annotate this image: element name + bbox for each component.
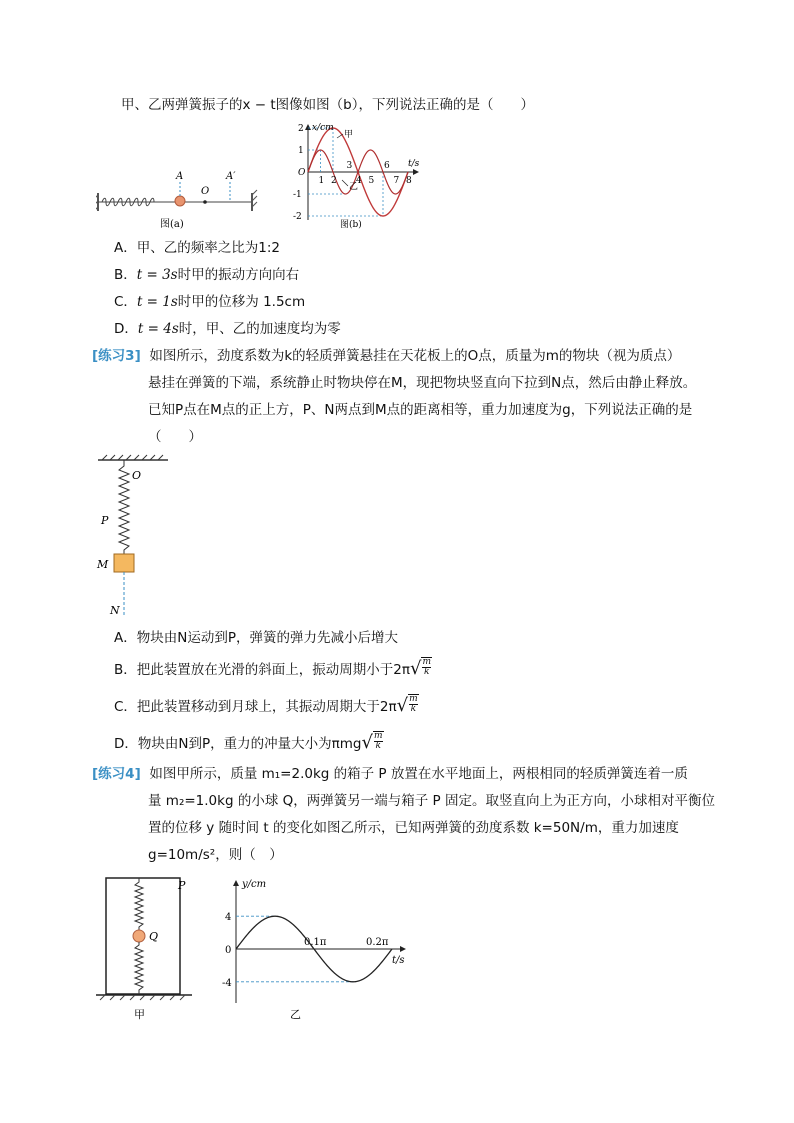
xtick-6: 6: [384, 161, 390, 171]
option-A[interactable]: A．甲、乙的频率之比为1:2: [114, 240, 280, 256]
ex4-line3: 置的位移 y 随时间 t 的变化如图乙所示，已知两弹簧的劲度系数 k=50N/m，重力加速度: [148, 820, 679, 836]
figure-b-chart: [288, 120, 423, 230]
ytick-4: 4: [225, 912, 232, 923]
ex3-line3: 已知P点在M点的正上方，P、N两点到M点的距离相等，重力加速度为g，下列说法正确的是: [148, 402, 693, 418]
ylabel-yi: y/cm: [242, 879, 267, 890]
ex4-line1: [练习4] 如图甲所示，质量 m₁=2.0kg 的箱子 P 放置在水平地面上，两根相同的轻质弹簧连着一质: [92, 766, 688, 782]
ex3-line4: （ ）: [148, 429, 202, 445]
ytick--1: -1: [293, 190, 302, 200]
ex3-line2: 悬挂在弹簧的下端，系统静止时物块停在M，现把物块竖直向下拉到N点，然后由静止释放。: [148, 375, 697, 391]
ex3-tag: [练习3]: [92, 348, 141, 364]
label-P: P: [101, 514, 109, 527]
label-M: M: [97, 558, 109, 571]
xlabel-yi: t/s: [392, 955, 405, 966]
xlabel-b: t/s: [408, 159, 420, 169]
block-M: [114, 554, 134, 572]
ex4-line4: g=10m/s²，则（ ）: [148, 847, 283, 863]
series-jia-label: 甲: [344, 130, 354, 140]
question-stem: 甲、乙两弹簧振子的x − t图像如图（b），下列说法正确的是（ ）: [121, 97, 534, 113]
ytick--2: -2: [293, 212, 302, 222]
label-P-box: P: [178, 879, 186, 892]
xtick-2: 2: [331, 176, 337, 186]
label-O: O: [132, 469, 142, 482]
ylabel-b: x/cm: [312, 123, 334, 133]
ex4-tag: [练习4]: [92, 766, 141, 782]
caption-a: 图(a): [160, 219, 184, 230]
ex3-option-D[interactable]: D．物块由N到P，重力的冲量大小为πmg √ $\frac{m}{k}$: [114, 731, 383, 753]
option-B[interactable]: B．t = 3s时甲的振动方向向右: [114, 267, 300, 283]
figure-a: [96, 165, 266, 235]
caption-b: 图(b): [340, 220, 362, 230]
ytick-2: 2: [298, 124, 304, 134]
oscillator-ball: [175, 196, 185, 206]
ytick-0: 0: [225, 945, 232, 956]
xtick-0.2pi: 0.2π: [366, 937, 389, 948]
ex3-line1: [练习3] 如图所示，劲度系数为k的轻质弹簧悬挂在天花板上的O点，质量为m的物块（视为质点）: [92, 348, 681, 364]
ex3-option-A[interactable]: A．物块由N运动到P，弹簧的弹力先减小后增大: [114, 630, 398, 646]
ex3-option-C[interactable]: C．把此装置移动到月球上，其振动周期大于2π √ $\frac{m}{k}$: [114, 694, 418, 716]
label-A-prime: A′: [226, 171, 236, 182]
label-Q-ball: Q: [149, 930, 159, 943]
ex3-option-B[interactable]: B．把此装置放在光滑的斜面上，振动周期小于2π √ $\frac{m}{k}$: [114, 657, 432, 679]
caption-yi: 乙: [290, 1008, 301, 1021]
ytick-neg4: -4: [222, 978, 232, 989]
caption-jia: 甲: [134, 1008, 145, 1021]
xtick-0.1pi: 0.1π: [304, 937, 327, 948]
figure-yi-chart: [220, 875, 410, 1023]
xtick-1: 1: [318, 176, 325, 186]
series-yi-label: 乙: [349, 182, 359, 192]
option-C[interactable]: C．t = 1s时甲的位移为 1.5cm: [114, 294, 306, 310]
sqrt-m-over-k: √ $\frac{m}{k}$: [361, 731, 383, 753]
ex4-line2: 量 m₂=1.0kg 的小球 Q，两弹簧另一端与箱子 P 固定。取竖直向上为正方向，小球相对平衡位: [148, 793, 715, 809]
xtick-8: 8: [406, 176, 412, 186]
sqrt-m-over-k: √ $\frac{m}{k}$: [409, 657, 432, 679]
label-N: N: [110, 604, 120, 617]
xtick-7: 7: [393, 176, 400, 186]
sqrt-m-over-k: √ $\frac{m}{k}$: [396, 694, 418, 716]
option-D[interactable]: D．t = 4s时，甲、乙的加速度均为零: [114, 321, 341, 337]
ytick-1: 1: [298, 146, 304, 156]
label-A: A: [176, 171, 184, 182]
xtick-3: 3: [346, 161, 353, 171]
figure-vertical-spring: [92, 452, 182, 620]
origin-b: O: [298, 168, 306, 178]
figure-jia-box: [96, 875, 201, 1023]
xtick-4: 4: [356, 176, 362, 186]
label-O: O: [201, 186, 210, 197]
xtick-5: 5: [368, 176, 375, 186]
